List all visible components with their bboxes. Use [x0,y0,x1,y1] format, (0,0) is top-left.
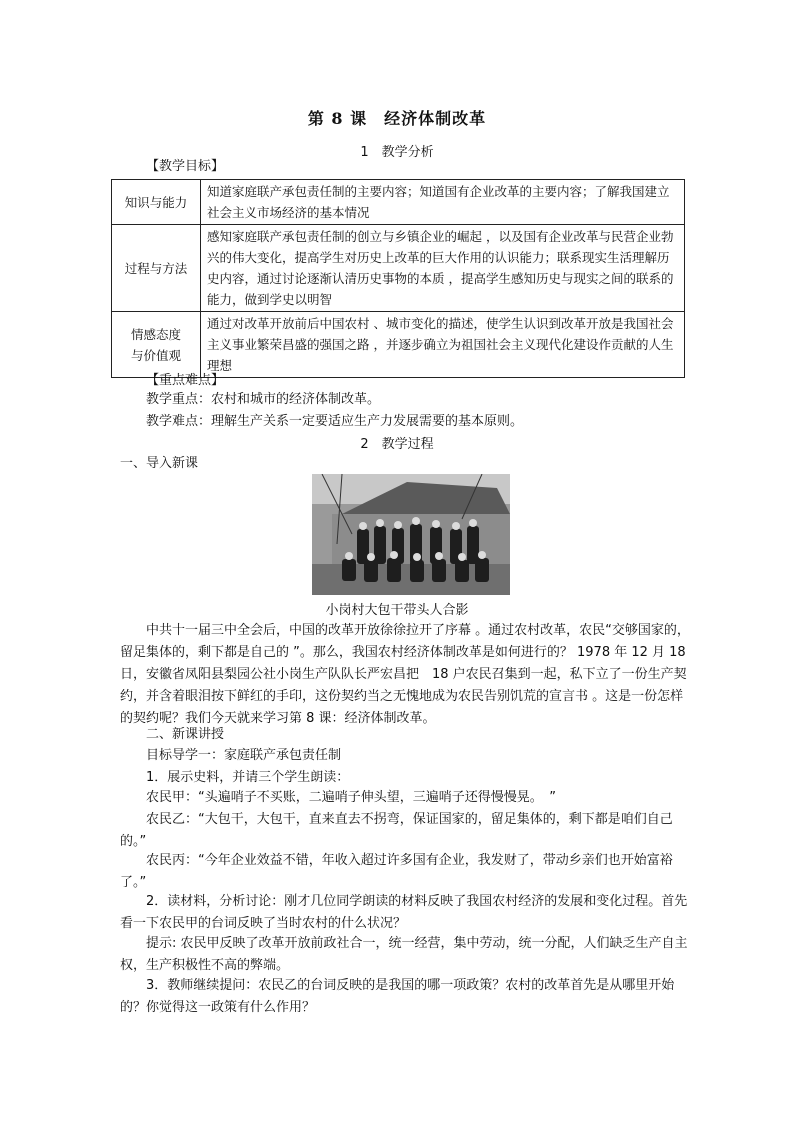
hint: 提示: 农民甲反映了改革开放前政社合一，统一经营，集中劳动，统一分配，人们缺乏生产自主权，生产积极性不高的弊端。 [120,936,688,973]
step-1: 1．展示史料，并请三个学生朗读： [146,770,350,785]
farmer-a-quote: 农民甲：“头遍哨子不买账，二遍哨子伸头望，三遍哨子还得慢慢晃。 ” [146,790,556,805]
photo-caption: 小岗村大包干带头人合影 [325,603,469,618]
goal-key: 过程与方法 [112,225,201,312]
goal-text: 通过对改革开放前后中国农村 、城市变化的描述，使学生认识到改革开放是我国社会主义事业繁荣昌盛的强国之路 ，并逐步确立为祖国社会主义现代化建设作贡献的人生理想 [201,312,685,378]
objective-1: 目标导学一：家庭联产承包责任制 [146,748,342,763]
intro-heading: 一、导入新课 [120,456,199,471]
section-heading-process: 2 教学过程 [360,437,434,452]
goal-text: 感知家庭联产承包责任制的创立与乡镇企业的崛起 ，以及国有企业改革与民营企业勃兴的伟大变化，提高学生对历史上改革的巨大作用的认识能力；联系现实生活理解历史内容，通过讨论逐渐认清历史事物的本质 ，提高学生感知历史与现实之间的联系的能力，做到学史以明智 [201,225,685,312]
farmer-c-quote: 农民丙：“今年企业效益不错，年收入超过许多国有企业，我发财了，带动乡亲们也开始富裕了。” [120,853,673,890]
difficulty: 教学难点：理解生产关系一定要适应生产力发展需要的基本原则。 [146,414,524,429]
goal-key [112,312,201,378]
lesson-title: 第 8 课 经济体制改革 [307,109,487,128]
goal-text: 知道家庭联产承包责任制的主要内容；知道国有企业改革的主要内容；了解我国建立社会主义市场经济的基本情况 [201,180,685,225]
goal-key-line: 情感态度 [130,326,181,342]
step-3: 3．教师继续提问：农民乙的台词反映的是我国的哪一项政策？农村的改革首先是从哪里开始的？你觉得这一政策有什么作用？ [120,978,675,1015]
xiaogang-group-photo [312,474,510,595]
intro-paragraph: 中共十一届三中全会后，中国的改革开放徐徐拉开了序幕 。通过农村改革，农民“交够国家的，留足集体的，剩下都是自己的 ”。那么，我国农村经济体制改革是如何进行的？ 1978 年 12 月 18 日，安徽省凤阳县梨园公社小岗生产队队长严宏昌把 18 户农民召集到一起，私下立了一份生产契约，并含着眼泪按下鲜红的手印，这份契约当之无愧地成为农民告别饥荒的宣言书 。这是一份怎样的契约呢？我们今天就来学习第 8 课：经济体制改革。 [120,623,690,726]
goal-key-line: 与价值观 [130,347,181,363]
goals-heading: 【教学目标】 [146,159,225,174]
section-heading-analysis: 1 教学分析 [360,145,434,160]
farmer-b-quote: 农民乙：“大包干，大包干，直来直去不拐弯，保证国家的，留足集体的，剩下都是咱们自己的。” [120,812,673,849]
table-row [112,180,685,225]
teaching-goals-table [111,179,685,378]
goal-key: 知识与能力 [112,180,201,225]
key-points-heading: 【重点难点】 [146,373,225,388]
new-lesson-heading: 二、新课讲授 [146,727,225,742]
key-point: 教学重点：农村和城市的经济体制改革。 [146,392,381,407]
step-2: 2．读材料，分析讨论：刚才几位同学朗读的材料反映了我国农村经济的发展和变化过程。首先看一下农民甲的台词反映了当时农村的什么状况？ [120,894,688,931]
table-row [112,225,685,312]
table-row [112,312,685,378]
